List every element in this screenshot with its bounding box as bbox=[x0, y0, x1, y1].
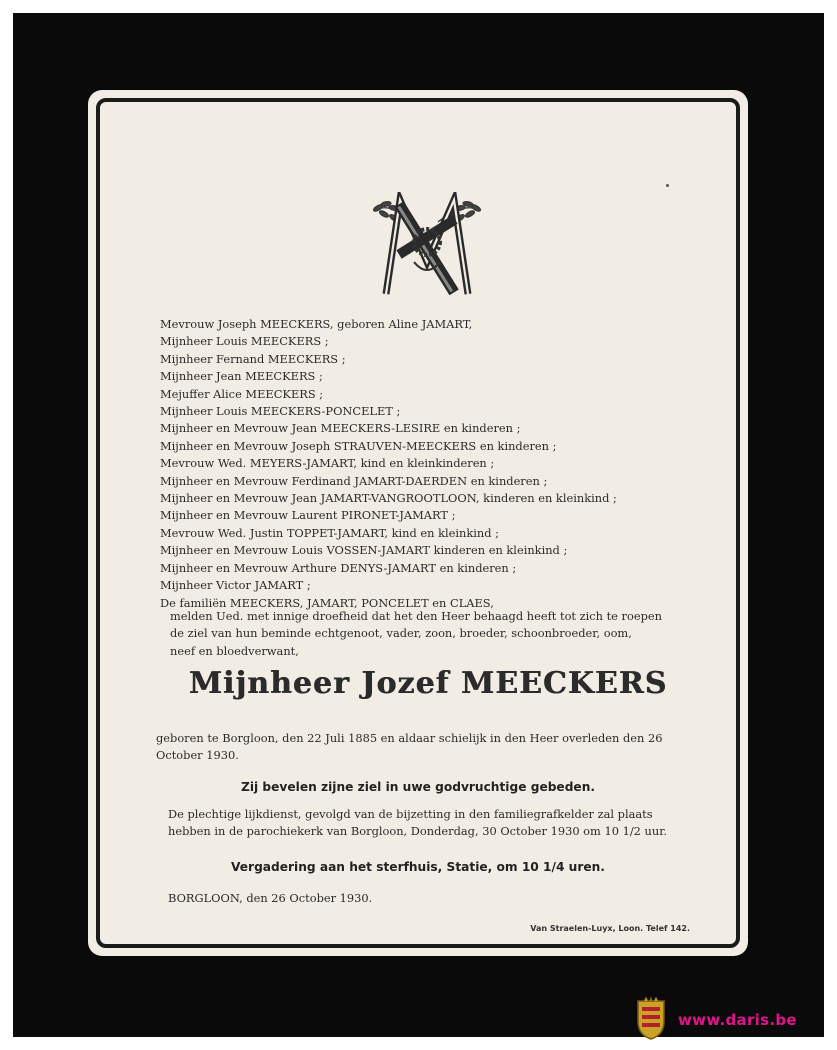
announcement-line: de ziel van hun beminde echtgenoot, vader, zoon, broeder, schoonbroeder, oom, bbox=[170, 626, 632, 641]
mourner-line: Mijnheer Louis MEECKERS-PONCELET ; bbox=[160, 404, 401, 419]
memorial-card bbox=[88, 90, 748, 956]
mourner-line: Mijnheer en Mevrouw Louis VOSSEN-JAMART kinderen en kleinkind ; bbox=[160, 543, 568, 558]
mourner-line: Mijnheer en Mevrouw Jean MEECKERS-LESIRE en kinderen ; bbox=[160, 421, 521, 436]
announcement-line: neef en bloedverwant, bbox=[170, 643, 299, 658]
funeral-line: hebben in de parochiekerk van Borgloon, Donderdag, 30 October 1930 om 10 1/2 uur. bbox=[168, 824, 668, 838]
funeral-text bbox=[168, 806, 738, 840]
announcement-text bbox=[170, 608, 722, 660]
mourner-line: Mijnheer en Mevrouw Laurent PIRONET-JAMART ; bbox=[160, 508, 456, 523]
gathering-line: Vergadering aan het sterfhuis, Statie, om 10 1/4 uren. bbox=[231, 860, 605, 874]
printer-credit: Van Straelen-Luyx, Loon. Telef 142. bbox=[530, 924, 690, 933]
funeral-line: De plechtige lijkdienst, gevolgd van de bijzetting in den familiegrafkelder zal plaats bbox=[168, 807, 653, 821]
mourner-line: Mijnheer en Mevrouw Ferdinand JAMART-DAERDEN en kinderen ; bbox=[160, 473, 548, 488]
crest-icon bbox=[634, 997, 668, 1041]
mourner-line: Mijnheer Victor JAMART ; bbox=[160, 578, 311, 593]
mourner-line: Mijnheer Jean MEECKERS ; bbox=[160, 369, 323, 384]
mourner-line: Mevrouw Joseph MEECKERS, geboren Aline JAMART, bbox=[160, 317, 473, 331]
paper-speck bbox=[666, 184, 669, 187]
mourner-line: Mijnheer en Mevrouw Joseph STRAUVEN-MEECKERS en kinderen ; bbox=[160, 438, 557, 453]
deceased-name: Mijnheer Jozef MEECKERS bbox=[188, 666, 668, 701]
mourner-line: Mejuffer Alice MEECKERS ; bbox=[160, 386, 324, 401]
birth-death-line: geboren te Borgloon, den 22 Juli 1885 en aldaar schielijk in den Heer overleden den 26 bbox=[156, 731, 663, 745]
watermark-url[interactable]: www.daris.be bbox=[678, 1011, 797, 1029]
announcement-line: melden Ued. met innige droefheid dat het den Heer behaagd heeft tot zich te roepen bbox=[170, 609, 662, 623]
prayer-line: Zij bevelen zijne ziel in uwe godvruchtige gebeden. bbox=[241, 780, 595, 794]
monogram-cross-icon bbox=[364, 192, 490, 300]
birth-death-text bbox=[156, 730, 726, 764]
mourner-line: Mevrouw Wed. MEYERS-JAMART, kind en kleinkinderen ; bbox=[160, 456, 495, 471]
mourner-line: Mijnheer Louis MEECKERS ; bbox=[160, 334, 329, 349]
mourner-line: Mijnheer Fernand MEECKERS ; bbox=[160, 351, 346, 366]
mourner-line: Mijnheer en Mevrouw Arthure DENYS-JAMART en kinderen ; bbox=[160, 560, 517, 575]
watermark[interactable] bbox=[634, 997, 829, 1041]
mourner-line: Mevrouw Wed. Justin TOPPET-JAMART, kind en kleinkind ; bbox=[160, 525, 499, 540]
mourner-line: De familiën MEECKERS, JAMART, PONCELET en CLAES, bbox=[160, 595, 494, 610]
mourners-list bbox=[160, 316, 720, 612]
birth-death-line: October 1930. bbox=[156, 748, 239, 762]
place-date: BORGLOON, den 26 October 1930. bbox=[168, 891, 373, 905]
mourner-line: Mijnheer en Mevrouw Jean JAMART-VANGROOTLOON, kinderen en kleinkind ; bbox=[160, 491, 617, 506]
